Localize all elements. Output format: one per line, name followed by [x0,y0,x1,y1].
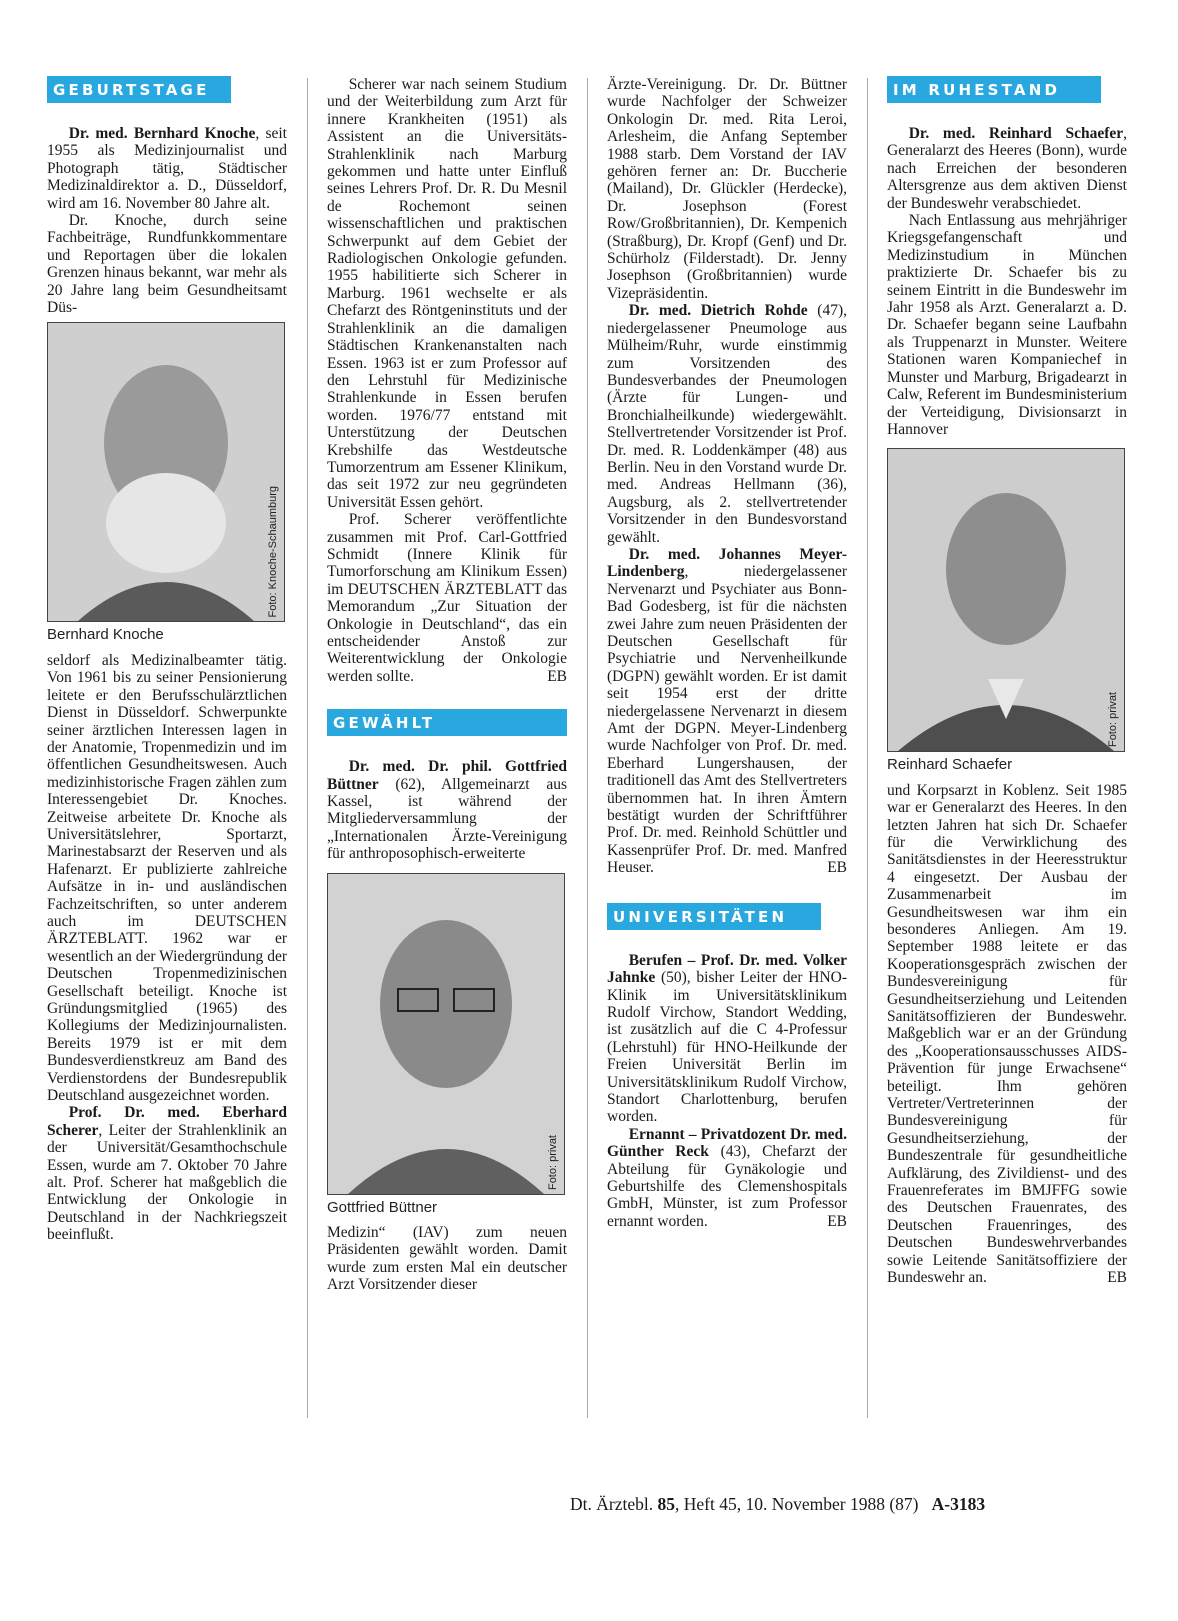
author-sig: EB [827,1212,847,1230]
person-name: Dr. med. Johannes Meyer-Lindenberg [607,545,847,581]
paragraph-text: , niedergelassener Nervenarzt und Psychiater aus Bonn-Bad Godesberg, ist für die nächsten zwei Jahre zum neuen Präsidenten der Deutschen Gesellschaft für Psychiatrie und Nervenheilkunde (DGPN) gewählt worden. Er ist damit seit 1954 erst der dritte niedergelassene Nervenarzt in diesem Amt der DGPN. Meyer-Lindenberg wurde Nachfolger von Prof. Dr. med. Eberhard Lungershausen, der traditionell das Amt des Stellvertreters übernommen hat. In ihren Ämtern bestätigt wurden der Schriftführer Prof. Dr. med. Reinhold Schüttler und Kassenprüfer Prof. Dr. med. Manfred Heuser. [607,563,847,877]
photo-schaefer [887,448,1125,752]
paragraph-text: (47), niedergelassener Pneumologe aus Mülheim/Ruhr, wurde einstimmig zum Vorsitzenden des Bundesverbandes der Pneumologen (Ärzte für Lungen- und Bronchialheilkunde) wiedergewählt. Stellvertretender Vorsitzender ist Prof. Dr. med. R. Loddenkämper (48) aus Berlin. Neu in den Vorstand wurde Dr. med. Andreas Hellmann (36), Augsburg, als 2. stellvertretender Vorsitzender in den Bundesvorstand gewählt. [607,302,847,546]
portrait-image [888,449,1124,751]
person-name: Berufen – Prof. Dr. med. Volker Jahnke [607,951,847,987]
photo-caption: Reinhard Schaefer [887,756,1013,774]
paragraph: Scherer war nach seinem Studium und der Weiterbildung zum Arzt für innere Krankheiten (1951) als Assistent an die Universitäts-Strahlenklinik nach Marburg gekommen und hatte unter Einfluß seines Lehrers Prof. Dr. R. Du Mesnil de Rochemont seinen wissenschaftlichen und praktischen Schwerpunkt auf dem Gebiet der Radiologischen Onkologie gefunden. 1955 habilitierte sich Scherer in Marburg. 1961 wechselte er als Chefarzt des Röntgeninstituts und der Strahlenklinik an die damaligen Städtischen Krankenanstalten nach Essen. 1963 ist er zum Professor auf den Lehrstuhl für Medizinische Strahlenkunde in Essen berufen worden. 1976/77 entstand mit Unterstützung der Deutschen Krebshilfe das Westdeutsche Tumorzentrum am Essener Klinikum, das seit 1972 zur neu gegründeten Universität Essen gehört. [327,76,567,511]
section-header-retired: IM RUHESTAND [887,76,1101,103]
paragraph [327,758,567,862]
person-name: Dr. med. Reinhard Schaefer [908,125,1124,142]
paragraph [47,1104,287,1243]
photo-caption: Gottfried Büttner [327,1198,438,1216]
journal-name: Dt. Ärztebl. [570,1494,654,1514]
portrait-image [48,323,284,621]
photo-knoche [47,322,285,622]
paragraph-text: (50), bisher Leiter der HNO-Klinik im Universitätsklinikum Rudolf Virchow, Standort Wedding, ist zusätzlich auf die C 4-Professur (Lehrstuhl) für HNO-Heilkunde der Freien Universität Berlin im Universitätsklinikum Rudolf Virchow, Standort Charlottenburg, berufen worden. [607,969,847,1126]
section-header-elected: GEWÄHLT [327,709,567,736]
paragraph [607,302,847,546]
paragraph-text: Prof. Scherer veröffentlichte zusammen mit Prof. Carl-Gottfried Schmidt (Innere Klinik für Tumorforschung am Klinikum Essen) im DEUTSCHEN ÄRZTEBLATT das Memorandum „Zur Situation der Onkologie in Deutschland“, das ein entscheidender Anstoß zur Weiterentwicklung der Onkologie werden sollte. [327,511,567,685]
issue-info: , Heft 45, 10. November 1988 (87) [674,1494,919,1514]
paragraph-text: und Korpsarzt in Koblenz. Seit 1985 war er Generalarzt des Heeres. In den letzten Jahren hat sich Dr. Schaefer für die Verwirklichung des Sanitätsdienstes in der Heeresstruktur 4 eingesetzt. Der Ausbau der Zusammenarbeit im Gesundheitswesen war ihm ein besonderes Anliegen. Am 19. September 1988 leitete er das Kooperationsgespräch zwischen der Bundesvereinigung für Gesundheitserziehung und Leitenden Sanitätsoffizieren der Bundeswehr. Maßgeblich war er an der Gründung des „Kooperationsausschusses AIDS-Prävention für junge Erwachsene“ beteiligt. Ihm gehören Vertreter/Vertreterinnen der Bundesvereinigung für Gesundheitserziehung, der Bundeszentrale für gesundheitliche Aufklärung, des Zivildienst- und des Frauenreferates im BMJFFG sowie des Deutschen Frauenrates, des Deutschen Frauenringes, des Deutschen Bundeswehrverbandes sowie Leitende Sanitätsoffiziere der Bundeswehr an. [887,781,1127,1287]
volume-number: 85 [657,1494,675,1514]
paragraph [607,952,847,1126]
paragraph [47,125,287,212]
paragraph-text: , Leiter der Strahlenklinik an der Universität/Gesamthochschule Essen, wurde am 7. Oktober 70 Jahre alt. Prof. Scherer hat maßgeblich die Entwicklung der Onkologie in Deutschland in der Nachkriegszeit beeinflußt. [47,1121,287,1244]
author-sig: EB [827,859,847,877]
section-header-universities: UNIVERSITÄTEN [607,903,821,930]
column-rule [307,78,308,1418]
paragraph [607,546,847,877]
page-footer [570,1494,1150,1515]
person-name: Dr. med. Dietrich Rohde [628,302,808,320]
paragraph [607,1126,847,1230]
photo-buettner [327,873,565,1195]
page-number: A-3183 [931,1494,986,1514]
column-rule [587,78,588,1418]
person-name: Dr. med. Bernhard Knoche [68,125,256,142]
author-sig: EB [1107,1269,1127,1287]
paragraph-text: (62), Allgemeinarzt aus Kassel, ist während der Mitgliederversammlung der „Internationalen Ärzte-Vereinigung für anthroposophisch-erweiterte [327,775,567,863]
photo-credit: Foto: privat [546,1134,559,1190]
paragraph-text: , seit 1955 als Medizinjournalist und Photograph tätig, Städtischer Medizinaldirektor a. D., Düsseldorf, wird am 16. November 80 Jahre alt. [47,125,287,212]
photo-credit: Foto: privat [1106,692,1119,748]
paragraph: Ärzte-Vereinigung. Dr. Dr. Büttner wurde Nachfolger der Schweizer Onkologin Dr. med. Rita Leroi, Arlesheim, die Anfang September 1988 starb. Dem Vorstand der IAV gehören ferner an: Dr. Buccherie (Mailand), Dr. Glückler (Herdecke), Dr. Josephson (Forest Row/Großbritannien), Dr. Kempenich (Straßburg), Dr. Kropf (Genf) und Dr. Schürholz (Filderstadt). Dr. Jenny Josephson (Großbritannien) wurde Vizepräsidentin. [607,76,847,302]
person-name: Dr. med. Dr. phil. Gottfried Büttner [327,758,567,793]
paragraph: Medizin“ (IAV) zum neuen Präsidenten gewählt worden. Damit wurde zum ersten Mal ein deutscher Arzt Vorsitzender dieser [327,1224,567,1294]
column-4 [887,76,1127,1287]
photo-caption: Bernhard Knoche [47,626,164,644]
paragraph [887,125,1127,212]
paragraph: Nach Entlassung aus mehrjähriger Kriegsgefangenschaft und Medizinstudium in München praktizierte Dr. Schaefer bis zu seinem Eintritt in die Bundeswehr im Jahr 1958 als Arzt. Generalarzt a. D. Dr. Schaefer begann seine Laufbahn als Truppenarzt in Munster. Weitere Stationen waren Kompaniechef in Munster und Marburg, Brigadearzt in Calw, Referent im Bundesministerium der Verteidigung, Divisionsarzt in Hannover [887,212,1127,438]
paragraph-text: (43), Chefarzt der Abteilung für Gynäkologie und Geburtshilfe des Clemenshospitals GmbH, Münster, ist zum Professor ernannt worden. [607,1143,847,1230]
column-1 [47,76,287,1244]
paragraph-text: , Generalarzt des Heeres (Bonn), wurde nach Erreichen der besonderen Altersgrenze aus dem aktiven Dienst der Bundeswehr verabschiedet. [887,125,1127,212]
paragraph [887,782,1127,1287]
column-2 [327,76,567,1294]
paragraph [327,511,567,685]
column-rule [867,78,868,1418]
section-header-birthdays: GEBURTSTAGE [47,76,231,103]
column-3 [607,76,847,1230]
person-name: Prof. Dr. med. Eberhard Scherer [47,1104,287,1139]
portrait-image [328,874,564,1194]
paragraph: seldorf als Medizinalbeamter tätig. Von 1961 bis zu seiner Pensionierung leitete er den Berufsschulärztlichen Dienst in Düsseldorf. Schwerpunkte seiner ärztlichen Interessen lagen in der Anatomie, Tropenmedizin und im öffentlichen Gesundheitswesen. Auch medizinhistorische Fragen zählen zum Interessengebiet Dr. Knoches. Zeitweise arbeitete Dr. Knoche als Universitätslehrer, Sportarzt, Marinestabsarzt der Reserven und als Hafenarzt. Er publizierte zahlreiche Aufsätze in in- und ausländischen Fachzeitschriften, so unter anderem auch im DEUTSCHEN ÄRZTEBLATT. 1962 war er wesentlich an der Wiedergründung der Deutschen Tropenmedizinischen Gesellschaft beteiligt. Knoche ist Gründungsmitglied (1965) des Kollegiums der Medizinjournalisten. Bereits 1979 ist er mit dem Bundesverdienstkreuz am Band des Verdienstordens der Bundesrepublik Deutschland ausgezeichnet worden. [47,651,287,1105]
person-name: Ernannt – Privatdozent Dr. med. Günther Reck [607,1125,847,1161]
author-sig: EB [547,667,567,685]
paragraph: Dr. Knoche, durch seine Fachbeiträge, Rundfunkkommentare und Reportagen über die lokalen Grenzen hinaus bekannt, war mehr als 20 Jahre lang beim Gesundheitsamt Düs- [47,212,287,317]
photo-credit: Foto: Knoche-Schaumburg [266,486,279,618]
